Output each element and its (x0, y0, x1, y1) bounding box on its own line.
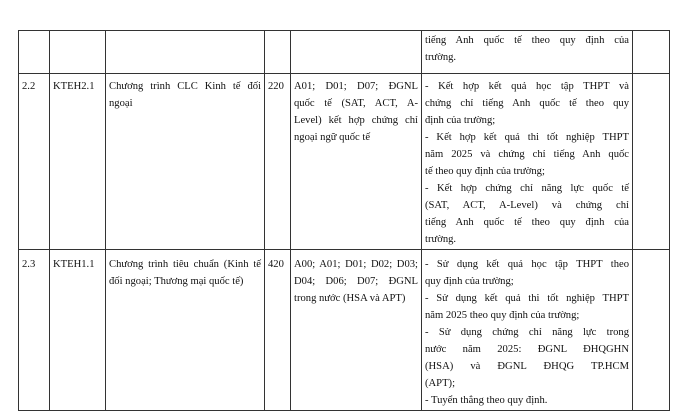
program-name-cell (106, 31, 265, 74)
admission-method-line: - Tuyển thẳng theo quy định. (425, 395, 548, 406)
major-code-cell: KTEH1.1 (50, 250, 106, 411)
major-code-cell: KTEH2.1 (50, 74, 106, 250)
program-name-cell-line: ngoại (109, 98, 133, 109)
admission-method-line: trường. (425, 52, 457, 63)
admission-method-line: - Kết hợp kết quả thi tốt nghiệp THPT (425, 132, 629, 143)
admission-method-item (425, 256, 629, 290)
program-name-cell (106, 74, 265, 250)
quota-cell: 420 (265, 250, 291, 411)
subject-combination-cell-line: trong nước (HSA và APT) (294, 293, 406, 304)
admission-method-line: năm 2025 và chứng chỉ tiếng Anh quốc (425, 149, 629, 160)
stt-cell (19, 31, 50, 74)
admission-method-line: (HSA) và ĐGNL ĐHQG TP.HCM (425, 361, 629, 372)
subject-combination-cell (291, 250, 422, 411)
subject-combination-cell-line: ngoại ngữ quốc tế (294, 132, 371, 143)
program-name-cell-line: Chương trình CLC Kinh tế đối (109, 81, 261, 92)
admission-method-item (425, 180, 629, 248)
stt-cell: 2.2 (19, 74, 50, 250)
program-name-cell-line: đối ngoại; Thương mại quốc tế) (109, 276, 244, 287)
subject-combination-cell (291, 31, 422, 74)
table-row (19, 31, 670, 74)
admission-method-line: - Sử dụng chứng chỉ năng lực trong (425, 327, 629, 338)
subject-combination-cell-line: A00; A01; D01; D02; D03; (294, 259, 418, 270)
notes-cell (633, 74, 670, 250)
admission-methods-cell (422, 31, 633, 74)
admission-methods-cell (422, 74, 633, 250)
admission-methods-cell (422, 250, 633, 411)
quota-cell (265, 31, 291, 74)
admissions-table (18, 30, 670, 411)
admission-method-item (425, 32, 629, 66)
subject-combination-cell-line: D04; D06; D07; ĐGNL (294, 276, 418, 287)
admission-method-line: trường. (425, 234, 457, 245)
admission-method-line: tế theo quy định của trường; (425, 166, 545, 177)
admission-method-line: - Sử dụng kết quả thi tốt nghiệp THPT (425, 293, 629, 304)
quota-cell: 220 (265, 74, 291, 250)
subject-combination-cell (291, 74, 422, 250)
admission-method-line: tiếng Anh quốc tế theo quy định của (425, 217, 629, 228)
notes-cell (633, 250, 670, 411)
admission-method-line: (APT); (425, 378, 456, 389)
admission-method-item (425, 129, 629, 180)
subject-combination-cell-line: Level) kết hợp chứng chỉ (294, 115, 418, 126)
admission-method-line: năm 2025 theo quy định của trường; (425, 310, 580, 321)
notes-cell (633, 31, 670, 74)
admission-method-item (425, 290, 629, 324)
admission-method-line: (SAT, ACT, A-Level) và chứng chỉ (425, 200, 629, 211)
program-name-cell-line: Chương trình tiêu chuẩn (Kinh tế (109, 259, 261, 270)
subject-combination-cell-line: A01; D01; D07; ĐGNL (294, 81, 418, 92)
admission-method-line: - Kết hợp kết quả học tập THPT và (425, 81, 629, 92)
admission-method-line: nước năm 2025: ĐGNL ĐHQGHN (425, 344, 629, 355)
stt-cell: 2.3 (19, 250, 50, 411)
admission-method-line: định của trường; (425, 115, 496, 126)
admission-method-line: chứng chỉ tiếng Anh quốc tế theo quy (425, 98, 629, 109)
admission-method-item (425, 392, 629, 409)
admission-method-line: - Sử dụng kết quả học tập THPT theo (425, 259, 629, 270)
table-row (19, 74, 670, 250)
admission-method-line: quy định của trường; (425, 276, 514, 287)
subject-combination-cell-line: quốc tế (SAT, ACT, A- (294, 98, 418, 109)
admission-method-item (425, 324, 629, 392)
table-row (19, 250, 670, 411)
admission-method-item (425, 78, 629, 129)
admission-method-line: tiếng Anh quốc tế theo quy định của (425, 35, 629, 46)
admission-method-line: - Kết hợp chứng chỉ năng lực quốc tế (425, 183, 629, 194)
program-name-cell (106, 250, 265, 411)
major-code-cell (50, 31, 106, 74)
